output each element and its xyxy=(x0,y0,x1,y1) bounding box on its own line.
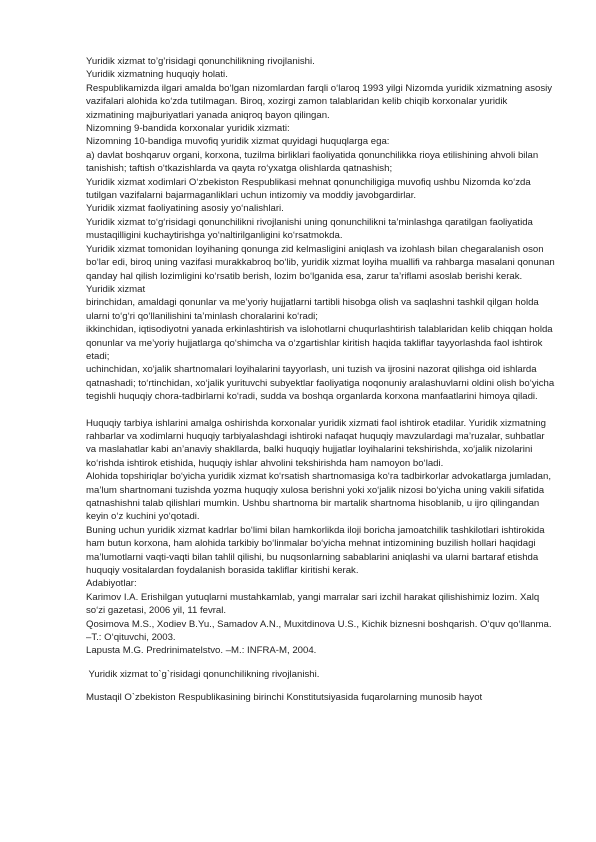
paragraph: ikkinchidan, iqtisodiyotni yanada erkinlashtirish va islohotlarni chuqurlashtirish talablaridan kelib chiqqan holda qonunlar va me’yoriy hujjatlarga qo‘shimcha va o‘zgartishlar kiritish haqida takliflar tayyorlashda faol ishtirok etadi; xyxy=(86,324,553,362)
section-heading: Yuridik xizmat faoliyatining asosiy yo‘nalishlari. xyxy=(86,203,284,215)
paragraph: Respublikamizda ilgari amalda bo‘lgan nizomlardan farqli o‘laroq 1993 yilgi Nizomda yuridik xizmatning asosiy vazifalari alohida ko‘zda tutilmagan. Biroq, xozirgi zamon talablaridan kelib chiqib korxonalar yuridik xizmatining majburiyatlari yanada aniqroq bayon qilingan. xyxy=(86,82,553,121)
section-legal-status xyxy=(86,55,556,404)
paragraph: Nizomning 9-bandida korxonalar yuridik xizmati: xyxy=(86,123,290,135)
reference-item: Karimov I.A. Erishilgan yutuqlarni mustahkamlab, yangi marralar sari izchil harakat qilishishimiz lozim. Xalq so‘zi gazetasi, 2006 yil, 11 fevral. xyxy=(86,591,540,617)
blank-line xyxy=(86,658,556,668)
paragraph: Alohida topshiriqlar bo‘yicha yuridik xizmat ko‘rsatish shartnomasiga ko‘ra tadbirkorlar advokatlarga jumladan, ma’lum shartnomani tuzishda yozma huquqiy xulosa berishni yoki xo‘jalik nizosi bo‘yicha uning vakili sifatida qatnashishni talab qilishlari mumkin. Ushbu shartnoma bir martalik shartnoma hisoblanib, u ijro qilingandan keyin o‘z kuchini yo‘qotadi. xyxy=(86,471,551,523)
paragraph: Nizomning 10-bandiga muvofiq yuridik xizmat quyidagi huquqlarga ega: xyxy=(86,136,390,148)
closing-paragraph: Mustaqil O`zbekiston Respublikasining birinchi Konstitutsiyasida fuqarolarning munosib hayot xyxy=(86,692,483,704)
paragraph: Huquqiy tarbiya ishlarini amalga oshirishda korxonalar yuridik xizmati faol ishtirok etadilar. Yuridik xizmatning rahbarlar va xodimlarni huquqiy tarbiyalashdagi ishtiroki nafaqat huquqiy mavzulardagi ma’ruzalar, suhbatlar va maslahatlar kabi an’anaviy shakllarda, balki huquqiy hujjatlar loyihalarini tekshirishda, xo‘jalik nizolarini ko‘rishda ishtirok etishida, huquqiy ishlar ahvolini tekshirishda ham namoyon bo‘ladi. xyxy=(86,417,546,469)
blank-line xyxy=(86,404,556,417)
paragraph: Yuridik xizmat tomonidan loyihaning qonunga zid kelmasligini aniqlash va izohlash bilan chegaralanish oson bo‘lar edi, biroq uning vazifasi murakkabroq bo‘lib, yuridik xizmat loyiha muallifi va rahbarga masalani qonunan qanday hal qilish lozimligini ko‘rsatib berish, lozim bo‘lganida esa, zarur ta’riflami asoslab berishi kerak. xyxy=(86,243,555,282)
section-heading: Yuridik xizmatning huquqiy holati. xyxy=(86,69,228,81)
blank-line xyxy=(86,681,556,691)
second-title: Yuridik xizmat to`g`risidagi qonunchilikning rivojlanishi. xyxy=(86,668,320,680)
paragraph: Yuridik xizmat xyxy=(86,283,146,295)
paragraph: Yuridik xizmat to‘g‘risidagi qonunchilikni rivojlanishi uning qonunchilikni ta’minlashga qaratilgan faoliyatida mustaqilligini kuchaytirishga yo‘naltirilganligini ko‘rsatmokda. xyxy=(86,216,533,242)
reference-item: Lapusta M.G. Predrinimatelstvo. –M.: INFRA-M, 2004. xyxy=(86,645,317,657)
paragraph: birinchidan, amaldagi qonunlar va me’yoriy hujjatlarni tartibli hisobga olish va saqlashni tashkil qilgan holda ularni to‘g‘ri qo‘llanilishini ta’minlash choralarini ko‘radi; xyxy=(86,297,539,322)
doc-title: Yuridik xizmat to’g’risidagi qonunchilikning rivojlanishi. xyxy=(86,56,315,67)
paragraph: Yuridik xizmat xodimlari O‘zbekiston Respublikasi mehnat qonunchiligiga muvofiq ushbu Nizomda ko‘zda tutilgan vazifalarni bajarmaganliklari uchun intizomiy va moddiy javobgardirlar. xyxy=(86,176,531,202)
document-page xyxy=(86,55,556,705)
paragraph: Buning uchun yuridik xizmat kadrlar bo‘limi bilan hamkorlikda iloji boricha jamoatchilik tashkilotlari ishtirokida ham butun korxona, ham alohida tarkibiy bo‘linmalar bo‘yicha mehnat intizomining buzilish hollari haqidagi ma’lumotlarni vaqti-vaqti bilan tahlil qilishi, bu nuqsonlarning sabablarini aniqlashi va ularni bartaraf etishda huquqiy vositalardan foydalanish borasida takliflar kiritishi kerak. xyxy=(86,524,545,577)
reference-item: Qosimova M.S., Xodiev B.Yu., Samadov A.N., Muxitdinova U.S., Kichik biznesni boshqarish. O‘quv qo‘llanma. –T.: O‘qituvchi, 2003. xyxy=(86,618,552,644)
paragraph: a) davlat boshqaruv organi, korxona, tuzilma birliklari faoliyatida qonunchilikka rioya etilishining ahvoli bilan tanishish; taftish o‘tkazishlarda va qayta ro‘yxatga olishlarda qatnashish; xyxy=(86,149,539,175)
references-heading: Adabiyotlar: xyxy=(86,578,137,590)
paragraph: uchinchidan, xo‘jalik shartnomalari loyihalarini tayyorlash, uni tuzish va ijrosini nazorat qilishga oid ishlarda qatnashadi; to‘rtinchidan, xo‘jalik yurituvchi subyektlar faoliyatiga noqonuniy aralashuvlarni oldini olish bo‘yicha tegishli huquqiy chora-tadbirlarni ko‘radi, sudda va boshqa organlarda korxona manfaatlarini himoya qiladi. xyxy=(86,364,555,403)
section-legal-education xyxy=(86,417,556,658)
